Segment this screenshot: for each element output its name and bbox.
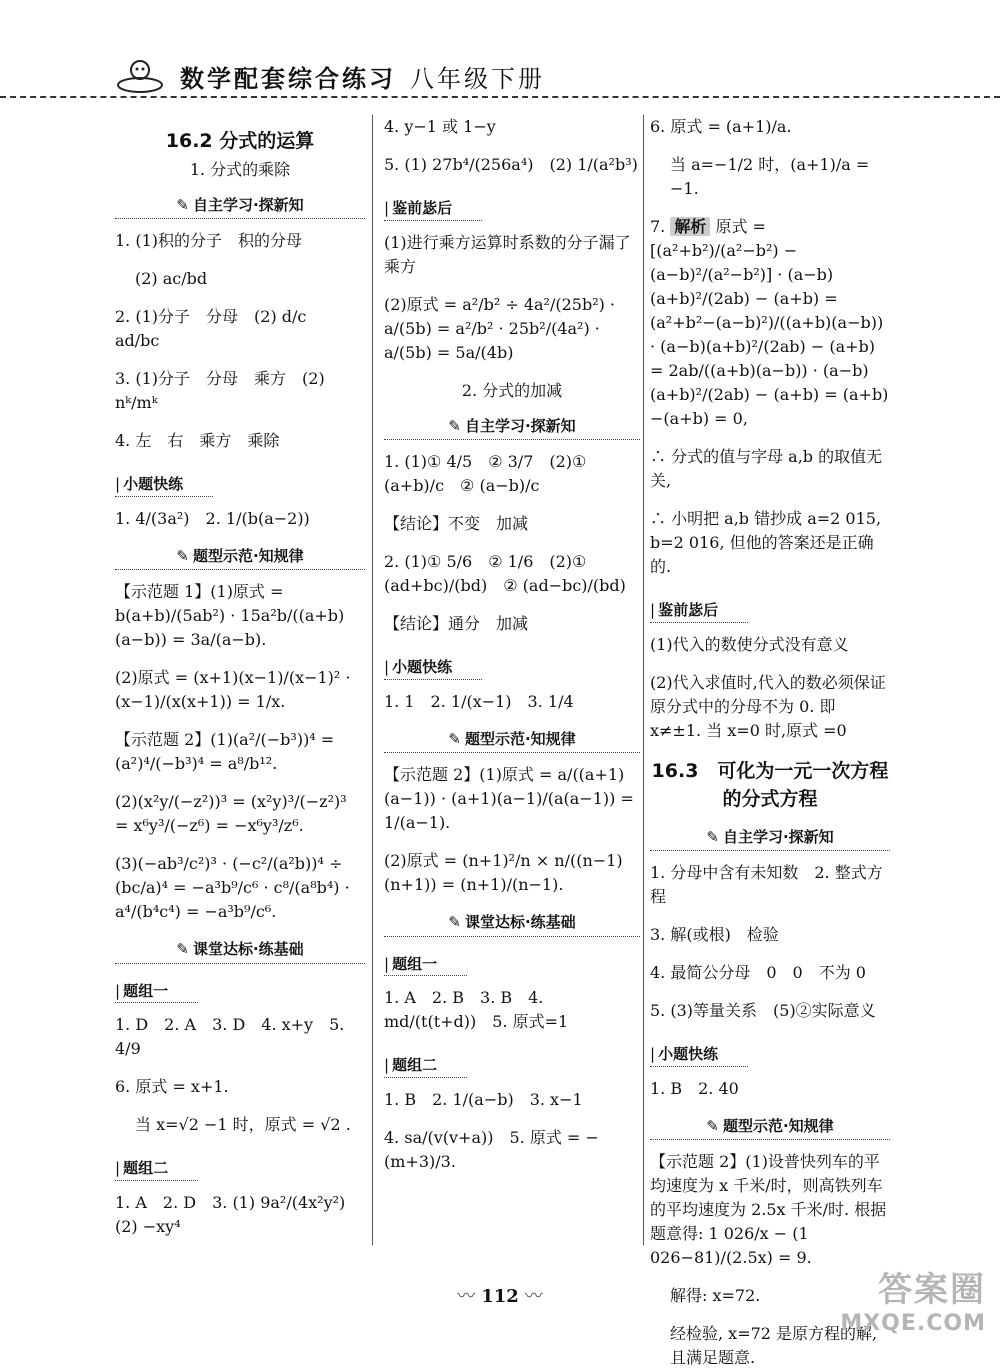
group-tag-label: 题组二 <box>392 1056 438 1074</box>
section-banner <box>384 728 640 754</box>
answer-item: 1. A 2. D 3. (1) 9a²/(4x²y²) (2) −xy⁴ <box>115 1192 362 1236</box>
pencil-icon: ✎ <box>448 416 461 435</box>
section-banner <box>115 545 365 571</box>
group-tag <box>650 599 748 623</box>
header-divider <box>0 96 1000 98</box>
answer-item: 4. y−1 或 1−y <box>384 117 496 136</box>
group-tag-label: 题组一 <box>123 981 169 1000</box>
watermark-url: MXQE.COM <box>840 1311 986 1336</box>
header-subtitle: 八年级下册 <box>410 65 545 93</box>
answer-item: 1. B 2. 1/(a−b) 3. x−1 <box>384 1089 583 1109</box>
answer-item: 【示范题 2】(1)设普快列车的平均速度为 x 千米/时，则高铁列车的平均速度为 2.5x 千米/时. 根据题意得: 1 026/x − (1 026−81)/(2.5x) = 9. <box>650 1152 887 1267</box>
column-2 <box>384 115 640 1245</box>
answer-item: 解得: x=72. <box>670 1286 761 1305</box>
answer-item: 1. A 2. B 3. B 4. md/(t(t+d)) 5. 原式=1 <box>384 988 569 1031</box>
bracket-icon: | <box>115 981 121 1000</box>
answer-item: (2)原式 = (n+1)²/n × n/((n−1)(n+1)) = (n+1)/(n−1). <box>384 851 623 894</box>
section-banner <box>650 826 890 852</box>
bracket-icon: | <box>384 658 390 676</box>
section-banner-label: 自主学习·探新知 <box>192 195 304 214</box>
pencil-icon: ✎ <box>176 195 189 214</box>
section-banner <box>650 1115 890 1141</box>
header-title: 数学配套综合练习 八年级下册 <box>180 65 545 93</box>
column-1 <box>115 115 365 1245</box>
answer-item: 1. 1 2. 1/(x−1) 3. 1/4 <box>384 691 574 711</box>
section-banner <box>384 415 640 441</box>
answer-item: 经检验, x=72 是原方程的解,且满足题意. <box>670 1324 878 1367</box>
group-tag <box>650 1043 748 1067</box>
answer-item: 【示范题 2】(1)原式 = a/((a+1)(a−1)) · (a+1)(a−1)/(a(a−1)) = 1/(a−1). <box>384 765 634 832</box>
analysis-label: 解析 <box>670 217 710 236</box>
section-banner <box>384 911 640 937</box>
bracket-icon: | <box>384 199 390 217</box>
answer-item: (2) ac/bd <box>135 269 208 288</box>
group-tag <box>384 1054 467 1078</box>
answer-item: 1. D 2. A 3. D 4. x+y 5. 4/9 <box>115 1015 345 1058</box>
section-banner-label: 题型示范·知规律 <box>722 1116 834 1135</box>
answer-item: 1. 分母中含有未知数 2. 整式方程 <box>650 863 883 906</box>
bracket-icon: | <box>650 1045 656 1063</box>
wave-right-icon: 〰 <box>524 1286 543 1307</box>
answer-item: (2)(x²y/(−z²))³ = (x²y)³/(−z²)³ = x⁶y³/(−z⁶) = −x⁶y³/z⁶. <box>115 792 347 835</box>
answer-item: 1. (1)① 4/5 ② 3/7 (2)① (a+b)/c ② (a−b)/c <box>384 452 587 495</box>
answer-text: 原式 = [(a²+b²)/(a²−b²) − (a−b)²/(a²−b²)] · (a−b)(a+b)²/(2ab) − (a+b) = (a²+b²−(a−b)²)/((a+b)(a−b)) · (a−b)(a+b)²/(2ab) − (a+b) = 2ab/((a+b)(a−b)) · (a−b)(a+b)²/(2ab) − (a+b) = (a+b)−(a+b) = 0, <box>650 217 889 428</box>
answer-item <box>650 215 890 431</box>
column-3 <box>650 115 890 1367</box>
pencil-icon: ✎ <box>448 913 461 931</box>
group-tag <box>115 980 198 1004</box>
section-banner-label: 自主学习·探新知 <box>464 416 576 435</box>
answer-item: 6. 原式 = (a+1)/a. <box>650 117 792 136</box>
answer-item: 5. (3)等量关系 (5)②实际意义 <box>650 1001 876 1020</box>
bracket-icon: | <box>384 954 390 973</box>
section-banner-label: 课堂达标·练基础 <box>464 913 576 931</box>
group-tag <box>115 473 213 497</box>
group-tag <box>384 656 482 680</box>
answer-item: 4. 最简公分母 0 0 不为 0 <box>650 963 866 982</box>
group-tag-label: 小题快练 <box>123 475 184 493</box>
section-title: 16.3 可化为一元一次方程的分式方程 <box>651 759 889 810</box>
answer-item: (2)原式 = (x+1)(x−1)/(x−1)² · (x−1)/(x(x+1)) = 1/x. <box>115 668 351 711</box>
group-tag <box>384 197 482 221</box>
bracket-icon: | <box>115 1159 121 1177</box>
group-tag <box>384 953 467 977</box>
answer-item: 5. (1) 27b⁴/(256a⁴) (2) 1/(a²b³) <box>384 155 638 174</box>
answer-item: 1. 4/(3a²) 2. 1/(b(a−2)) <box>115 508 310 528</box>
section-banner <box>115 194 365 220</box>
page-number: 112 <box>481 1286 519 1307</box>
bracket-icon: | <box>650 601 656 619</box>
answer-number: 7. <box>650 217 671 236</box>
column-divider <box>372 115 373 1245</box>
answer-item: (2)原式 = a²/b² ÷ 4a²/(25b²) · a/(5b) = a²/b² · 25b²/(4a²) · a/(5b) = 5a/(4b) <box>384 294 616 362</box>
section-banner-label: 题型示范·知规律 <box>192 546 304 565</box>
column-divider <box>643 115 644 1245</box>
group-tag <box>115 1157 198 1181</box>
pencil-icon: ✎ <box>706 827 719 846</box>
pencil-icon: ✎ <box>176 546 189 565</box>
section-banner-label: 题型示范·知规律 <box>464 729 576 748</box>
answer-item: (1)代入的数使分式没有意义 <box>650 634 849 654</box>
answer-item: (2)代入求值时,代入的数必须保证原分式中的分母不为 0. 即 x≠±1. 当 x=0 时,原式 =0 <box>650 672 886 740</box>
answer-item: (3)(−ab³/c²)³ · (−c²/(a²b))⁴ ÷ (bc/a)⁴ = −a³b⁹/c⁶ · c⁸/(a⁸b⁴) · a⁴/(b⁴c⁴) = −a³b⁹/c⁶. <box>115 854 350 921</box>
answer-item: ∴ 分式的值与字母 a,b 的取值无关, <box>650 447 883 490</box>
group-tag-label: 小题快练 <box>392 658 453 676</box>
bracket-icon: | <box>115 475 121 493</box>
group-tag-label: 鉴前毖后 <box>392 199 453 217</box>
group-tag-label: 题组一 <box>392 954 438 973</box>
answer-item: 3. 解(或根) 检验 <box>650 925 779 944</box>
answer-item: 1. B 2. 40 <box>650 1078 739 1098</box>
subsection-title: 1. 分式的乘除 <box>189 159 291 179</box>
answer-item: 4. sa/(v(v+a)) 5. 原式 = −(m+3)/3. <box>384 1127 599 1171</box>
group-tag-label: 题组二 <box>123 1159 169 1177</box>
pencil-icon: ✎ <box>176 940 189 958</box>
answer-item: (1)进行乘方运算时系数的分子漏了乘方 <box>384 232 631 276</box>
answer-item: 3. (1)分子 分母 乘方 (2) nᵏ/mᵏ <box>115 369 325 412</box>
pencil-icon: ✎ <box>448 729 461 748</box>
answer-item: 2. (1)① 5/6 ② 1/6 (2)① (ad+bc)/(bd) ② (ad−bc)/(bd) <box>384 552 626 595</box>
section-title: 16.2 分式的运算 <box>165 130 315 152</box>
group-tag-label: 鉴前毖后 <box>658 601 719 619</box>
answer-item: 【示范题 1】(1)原式 = b(a+b)/(5ab²) · 15a²b/((a+b)(a−b)) = 3a/(a−b). <box>115 582 345 649</box>
answer-item: 当 x=√2 −1 时，原式 = √2 . <box>135 1115 351 1134</box>
answer-item: 【结论】不变 加减 <box>384 514 529 533</box>
answer-item: 【结论】通分 加减 <box>384 614 529 633</box>
section-banner-label: 自主学习·探新知 <box>722 827 834 846</box>
wave-left-icon: 〰 <box>457 1286 476 1307</box>
watermark <box>814 1262 986 1336</box>
answer-item: 2. (1)分子 分母 (2) d/c ad/bc <box>115 307 323 350</box>
watermark-text: 答案圈 <box>878 1270 986 1310</box>
answer-item: ∴ 小明把 a,b 错抄成 a=2 015, b=2 016, 但他的答案还是正确的. <box>650 509 882 576</box>
answer-item: 6. 原式 = x+1. <box>115 1077 229 1096</box>
group-tag-label: 小题快练 <box>658 1045 719 1063</box>
bracket-icon: | <box>384 1056 390 1074</box>
book-logo-icon <box>115 55 165 95</box>
section-banner <box>115 938 365 964</box>
answer-item: 【示范题 2】(1)(a²/(−b³))⁴ = (a²)⁴/(−b³)⁴ = a⁸/b¹². <box>115 730 335 773</box>
pencil-icon: ✎ <box>706 1116 719 1135</box>
answer-item: 4. 左 右 乘方 乘除 <box>115 431 280 450</box>
answer-item: 当 a=−1/2 时，(a+1)/a = −1. <box>670 155 870 198</box>
subsection-title: 2. 分式的加减 <box>461 380 563 400</box>
section-banner-label: 课堂达标·练基础 <box>192 940 304 958</box>
answer-item: 1. (1)积的分子 积的分母 <box>115 231 303 250</box>
